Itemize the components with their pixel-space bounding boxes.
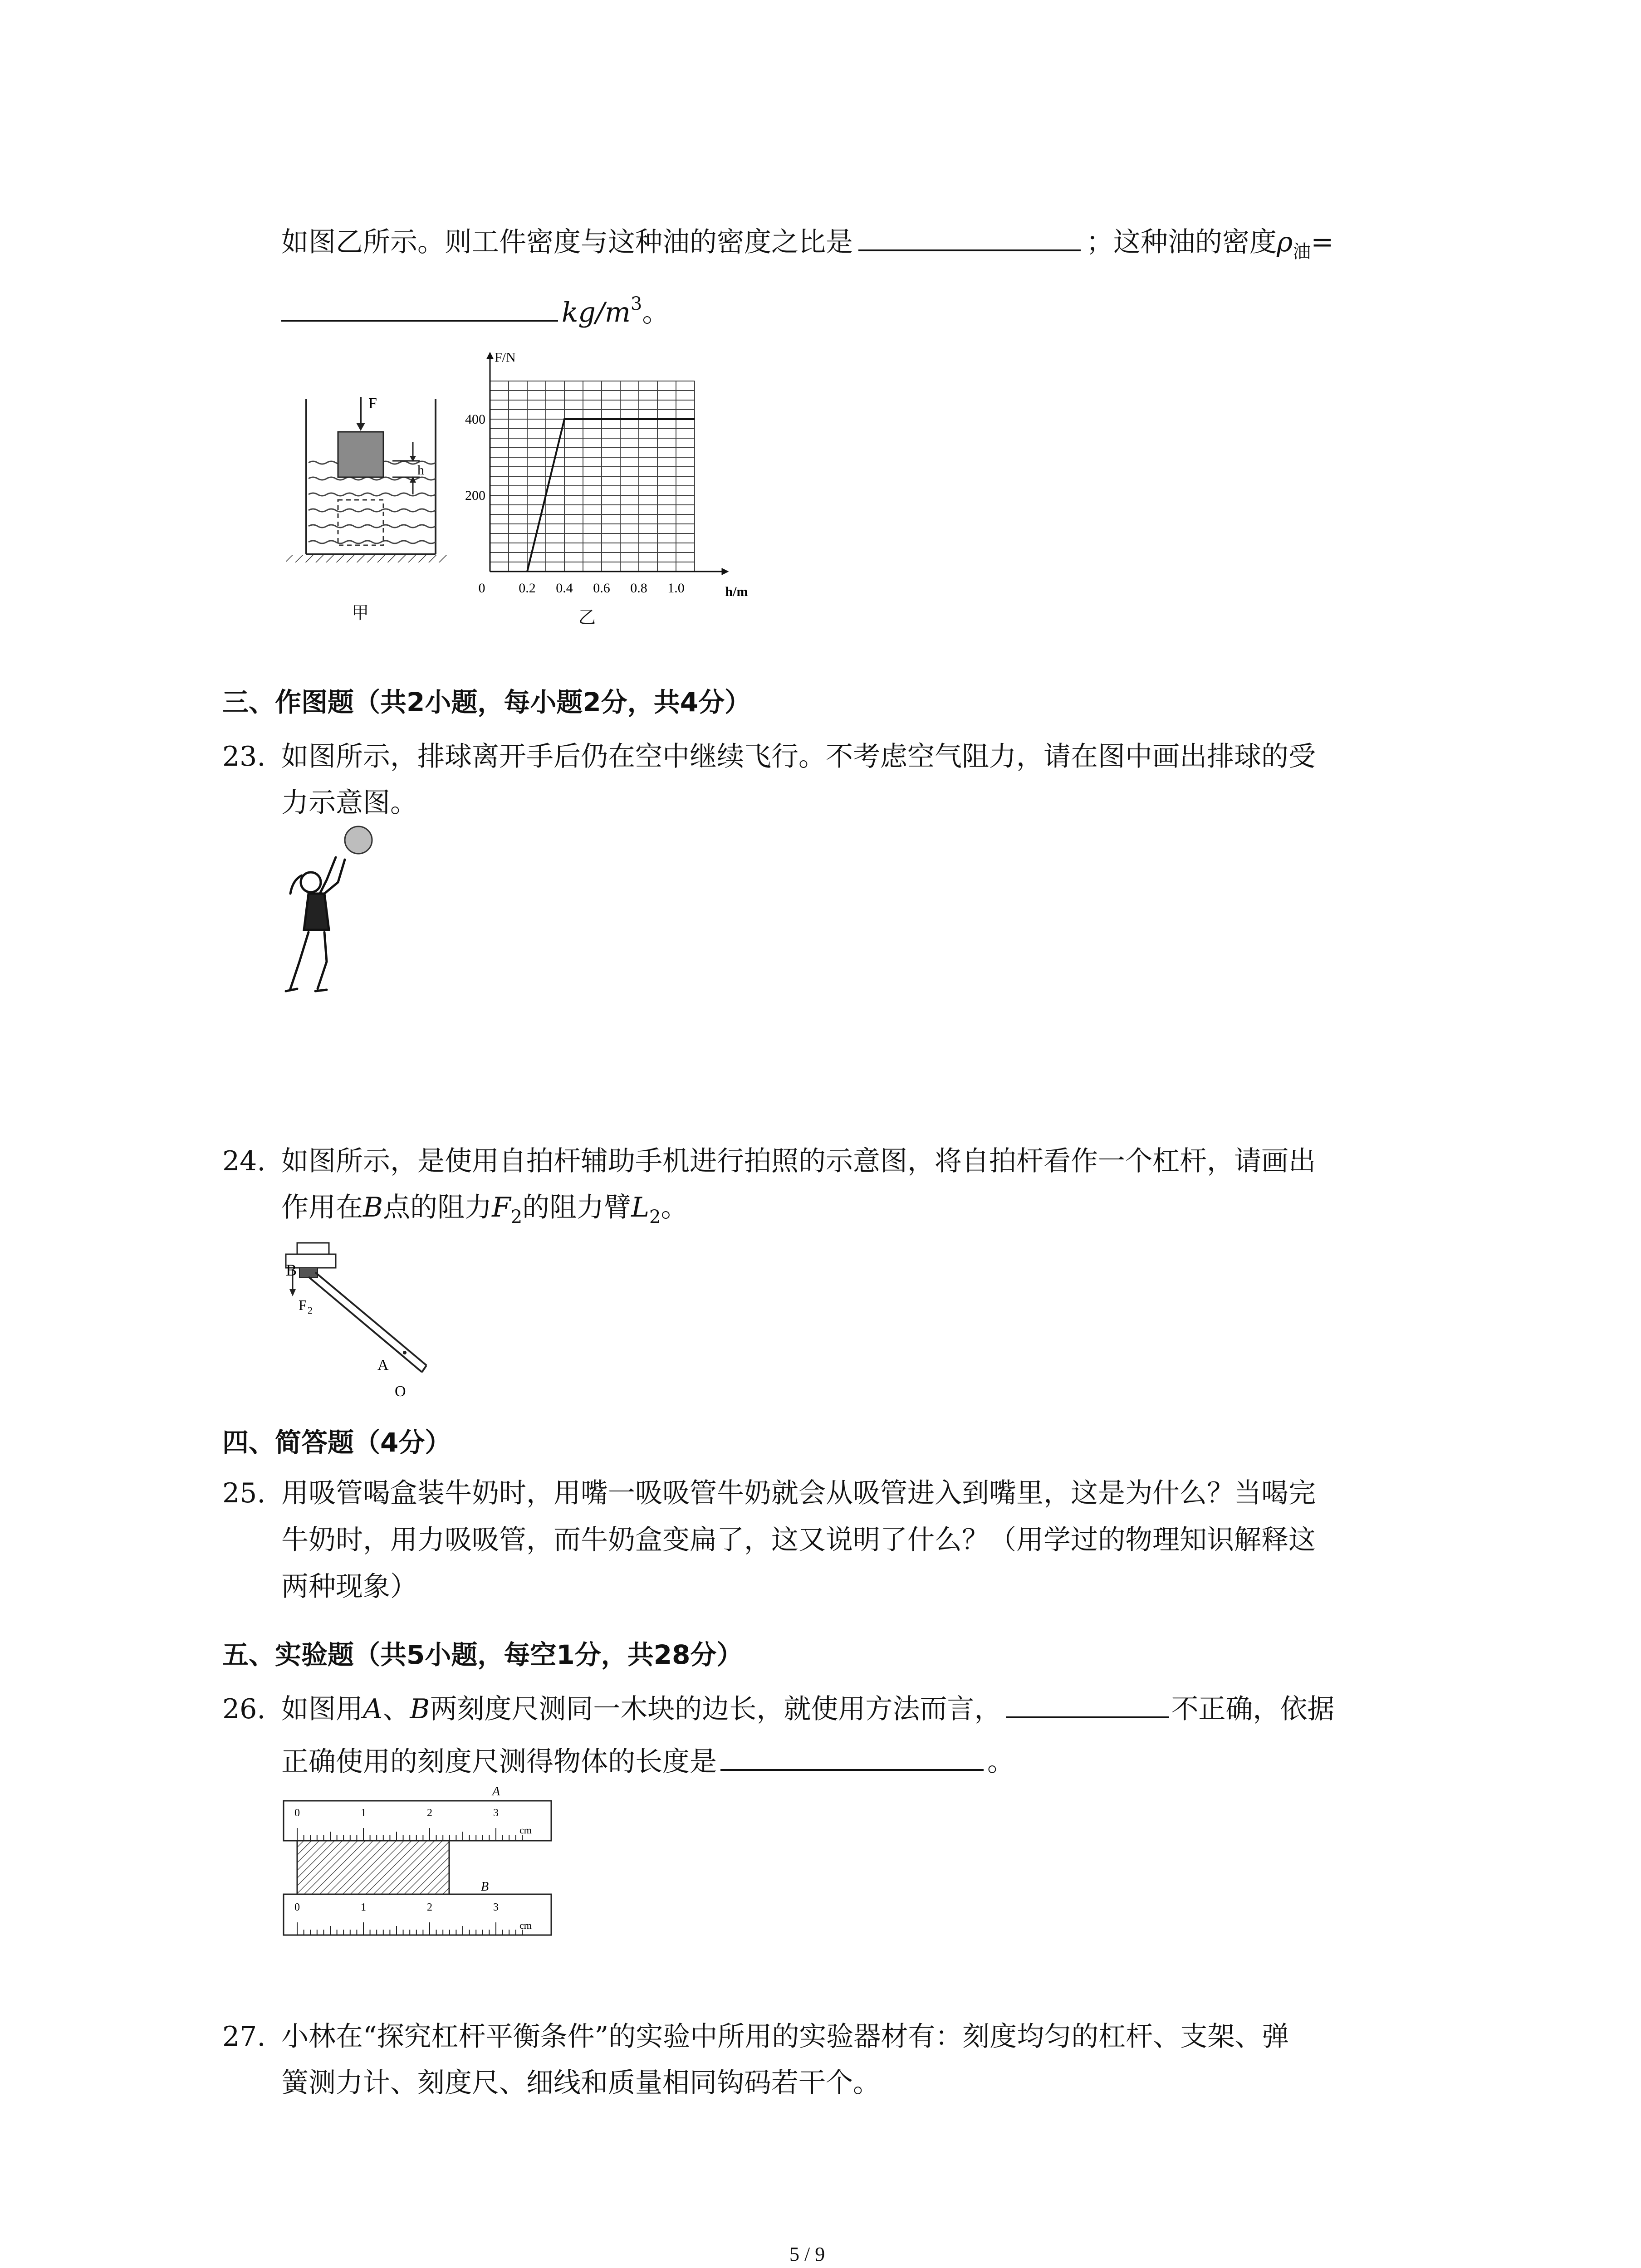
q23-line1	[222, 738, 1316, 775]
q22-blank-density[interactable]	[281, 292, 558, 322]
x-tick-label: 0.8	[630, 581, 647, 596]
force-f-symbol: F	[492, 1192, 511, 1223]
q27-line1	[222, 2019, 1289, 2055]
y-tick-label: 200	[465, 488, 485, 503]
ruler-number: 0	[294, 1901, 300, 1913]
section-4-heading: 四、简答题（4分）	[222, 1427, 451, 1458]
q23-line2	[281, 785, 417, 821]
label-f2-sub: 2	[308, 1305, 313, 1316]
rho-subscript: 油	[1293, 241, 1311, 262]
figure-yi-label: 乙	[578, 607, 596, 627]
x-tick-label: 1.0	[667, 581, 685, 596]
arm-l-symbol: L	[631, 1192, 650, 1223]
label-a: A	[377, 1357, 389, 1374]
ruler-b-symbol: B	[410, 1693, 430, 1725]
volleyball-icon	[345, 826, 372, 854]
x-tick-label: 0	[478, 581, 485, 596]
q22-line1-mid: ；这种油的密度	[1086, 226, 1277, 258]
x-axis-label: h/m	[725, 584, 748, 599]
ruler-number: 3	[493, 1901, 499, 1913]
ruler-b-label: B	[481, 1880, 489, 1894]
x-tick-label: 0.2	[519, 581, 536, 596]
point-b-symbol: B	[363, 1192, 383, 1223]
rho-symbol: ρ	[1277, 226, 1293, 258]
q23-number: 23.	[222, 741, 266, 772]
ruler-number: 1	[361, 1901, 366, 1913]
x-tick-label: 0.6	[593, 581, 610, 596]
q26-text-2-end: 。	[987, 1746, 1014, 1778]
q23-text-2: 力示意图。	[281, 787, 417, 819]
label-b: B	[286, 1261, 297, 1279]
section-3-heading: 三、作图题（共2小题，每小题2分，共4分）	[222, 687, 751, 718]
unit-end: 。	[642, 297, 670, 328]
chart-tick-labels	[465, 350, 748, 599]
q25-number: 25.	[222, 1477, 266, 1509]
q22-line1-text: 如图乙所示。则工件密度与这种油的密度之比是	[281, 226, 853, 258]
q24-text-2b: 点的阻力	[383, 1192, 492, 1223]
chart-axes	[486, 352, 729, 575]
q24-text-1: 如图所示，是使用自拍杆辅助手机进行拍照的示意图，将自拍杆看作一个杠杆，请画出	[281, 1145, 1316, 1177]
ruler-a-label: A	[492, 1784, 500, 1799]
ruler-a	[284, 1801, 551, 1841]
q26-separator: 、	[382, 1693, 410, 1725]
ruler-number: 2	[427, 1901, 432, 1913]
q26-line1	[222, 1688, 1334, 1727]
q26-text-1b: 两刻度尺测同一木块的边长，就使用方法而言，	[430, 1693, 1002, 1725]
arm-l-subscript: 2	[649, 1207, 661, 1227]
selfie-stick-figure	[272, 1234, 454, 1406]
ruler-number: 2	[427, 1807, 432, 1819]
q25-text-3: 两种现象）	[281, 1571, 417, 1603]
y-axis-label: F/N	[495, 350, 516, 365]
ruler-number: 0	[294, 1807, 300, 1819]
unit-exponent: 3	[630, 293, 642, 314]
q23-text-1: 如图所示，排球离开手后仍在空中继续飞行。不考虑空气阻力，请在图中画出排球的受	[281, 741, 1316, 772]
ruler-a-unit: cm	[519, 1824, 532, 1836]
q25-text-2: 牛奶时，用力吸吸管，而牛奶盒变扁了，这又说明了什么？（用学过的物理知识解释这	[281, 1524, 1316, 1556]
force-f-subscript: 2	[510, 1207, 523, 1227]
q26-blank-length[interactable]	[720, 1741, 984, 1771]
figure-jia-container	[281, 381, 454, 572]
depth-label-h: h	[417, 463, 424, 478]
q22-line1	[281, 221, 1334, 270]
rulers-figure	[277, 1783, 558, 1950]
ruler-number: 1	[361, 1807, 366, 1819]
q22-line2	[281, 286, 669, 331]
figure-yi-chart	[451, 327, 769, 599]
q24-line2	[281, 1189, 688, 1235]
q26-number: 26.	[222, 1693, 266, 1725]
q24-text-2a: 作用在	[281, 1192, 363, 1223]
q24-number: 24.	[222, 1145, 266, 1177]
q27-text-1: 小林在“探究杠杆平衡条件”的实验中所用的实验器材有：刻度均匀的杠杆、支架、弹	[281, 2021, 1289, 2053]
force-label-f: F	[368, 395, 377, 412]
section-5-heading: 五、实验题（共5小题，每空1分，共28分）	[222, 1639, 743, 1670]
q25-line3	[281, 1569, 417, 1605]
q25-line2	[281, 1522, 1316, 1558]
q25-text-1: 用吸管喝盒装牛奶时，用嘴一吸吸管牛奶就会从吸管进入到嘴里，这是为什么？当喝完	[281, 1477, 1316, 1509]
ruler-number: 3	[493, 1807, 499, 1819]
q24-line1	[222, 1143, 1316, 1179]
ruler-b	[284, 1894, 551, 1935]
q24-text-end: 。	[661, 1192, 688, 1223]
equals-sign: =	[1311, 226, 1334, 258]
q27-number: 27.	[222, 2021, 266, 2053]
label-o: O	[395, 1383, 406, 1400]
q27-line2	[281, 2065, 880, 2101]
q27-text-2: 簧测力计、刻度尺、细线和质量相同钩码若干个。	[281, 2067, 880, 2099]
q25-line1	[222, 1475, 1316, 1511]
unit-kg-m: kg/m	[562, 297, 631, 328]
label-f2: F	[299, 1297, 307, 1313]
volleyball-player-figure	[272, 826, 390, 1007]
q26-blank-ruler[interactable]	[1006, 1688, 1169, 1718]
q26-text-2a: 正确使用的刻度尺测得物体的长度是	[281, 1746, 717, 1778]
q26-text-1c: 不正确，依据	[1171, 1693, 1335, 1725]
x-axis-arrow	[722, 568, 729, 575]
ruler-a-symbol: A	[363, 1693, 383, 1725]
page-number: 5 / 9	[789, 2243, 825, 2265]
q26-line2	[281, 1741, 1014, 1780]
q24-text-2c: 的阻力臂	[522, 1192, 632, 1223]
chart-grid	[490, 381, 695, 572]
x-tick-label: 0.4	[556, 581, 573, 596]
y-tick-label: 400	[465, 412, 485, 427]
q26-text-1a: 如图用	[281, 1693, 363, 1725]
figure-jia-label: 甲	[352, 603, 369, 623]
q22-blank-ratio[interactable]	[858, 221, 1081, 251]
y-axis-arrow	[486, 352, 494, 359]
wooden-block	[297, 1841, 449, 1894]
ruler-b-unit: cm	[519, 1920, 532, 1931]
